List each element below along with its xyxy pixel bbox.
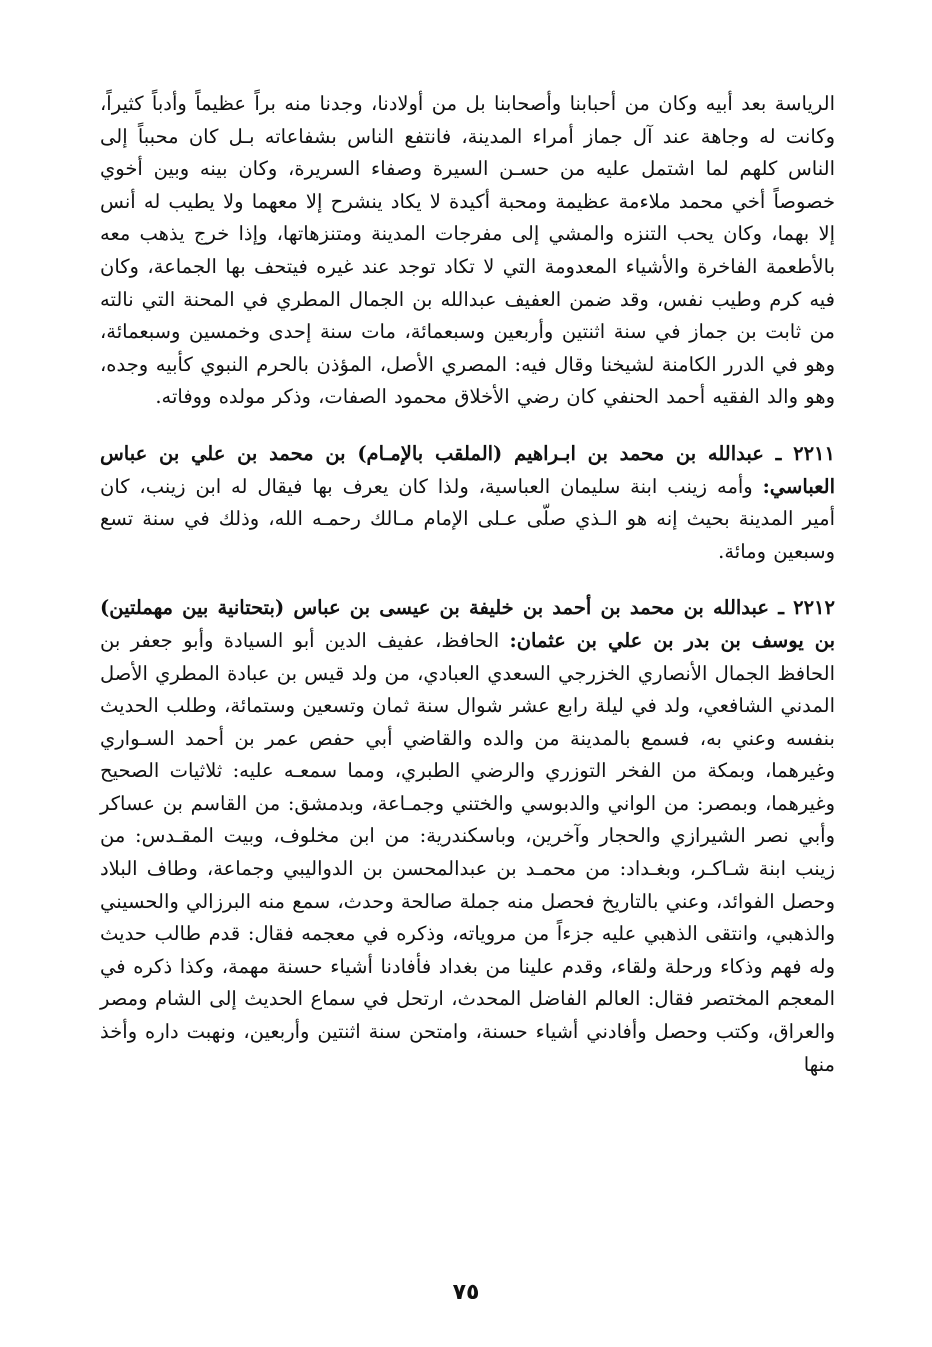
entry-2212-body: الحافظ، عفيف الدين أبو السيادة وأبو جعفر بن الحافظ الجمال الأنصاري الخزرجي السعدي العبادي، من ولد قيس بن عبادة المطري الأصل المدني الشافعي، ولد في ليلة رابع عشر شوال سنة ثمان وتسعين وستمائة، وطلب الحديث بنفسه وعني به، فسمع بالمدينة من والده والقاضي أبي حفص عمر بن أحمد السـواري وغيرهما، وبمكة من الفخر التوزري والرضي الطبري، ومما سمعـه عليه: ثلاثيات الصحيح وغيرهما، وبمصر: من الواني والدبوسي والختني وجمـاعة، وبدمشق: من القاسم بن عساكر وأبي نصر الشيرازي والحجار وآخرين، وباسكندرية: من ابن مخلوف، وبيت المقـدس: من زينب ابنة شـاكـر، وبغـداد: من محمـد بن عبدالمحسن بن الدواليبي وجماعة، وطاف البلاد وحصل الفوائد، وعني بالتاريخ فحصل منه جملة صالحة وحدث، سمع منه البرزالي والحسيني والذهبي، وانتقى الذهبي عليه جزءاً من مروياته، وذكره في معجمه فقال: قدم طالب حديث وله فهم وذكاء ورحلة ولقاء، وقدم علينا من بغداد فأفادنا أشياء حسنة مهمة، وكذا ذكره في المعجم المختصر فقال: العالم الفاضل المحدث، ارتحل في سماع الحديث إلى الشام ومصر والعراق، وكتب وحصل وأفادني أشياء حسنة، وامتحن سنة اثنتين وأربعين، ونهبت داره وأخذ منها — [100, 628, 835, 1076]
paragraph-text: الرياسة بعد أبيه وكان من أحبابنا وأصحابنا بل من أولادنا، وجدنا منه براً عظيماً وأدباً كثيراً، وكانت له وجاهة عند آل جماز أمراء المدينة، فانتفع الناس بشفاعاته بـل كان محبباً إلى الناس كلهم لما اشتمل عليه من حسـن السيرة وصفاء السريرة، وكان بينه وبين أخوي خصوصاً أخي محمد ملاءمة عظيمة ومحبة أكيدة لا يكاد ينشرح إلا معهما ولا يطيب له أنس إلا بهما، وكان يحب التنزه والمشي إلى مفرجات المدينة ومتنزهاتها، وإذا خرج يذهب معه بالأطعمة الفاخرة والأشياء المعدومة التي لا تكاد توجد عند غيره فيتحف بها الجماعة، وكان فيه كرم وطيب نفس، وقد ضمن العفيف عبدالله بن الجمال المطري في المحنة التي نالته من ثابت بن جماز في سنة اثنتين وأربعين وسبعمائة، مات سنة إحدى وخمسين وسبعمائة، وهو في الدرر الكامنة لشيخنا وقال فيه: المصري الأصل، المؤذن بالحرم النبوي كأبيه وجده، وهو والد الفقيه أحمد الحنفي كان رضي الأخلاق محمود الصفات، وذكر مولده ووفاته. — [100, 92, 835, 409]
page-number: ٧٥ — [452, 1280, 480, 1305]
entry-2211 — [100, 438, 835, 568]
entry-2212-heading: ٢٢١٢ ـ عبدالله بن محمد بن أحمد بن خليفة بن عيسى بن عباس (بتحتانية بين مهملتين) بن يوسف بن بدر بن علي بن عثمان: — [100, 596, 835, 652]
entry-2211-heading: ٢٢١١ ـ عبدالله بن محمد بن ابـراهيم (الملقب بالإمـام) بن محمد بن علي بن عباس العباسي: — [100, 441, 835, 498]
page-body-text — [100, 88, 835, 1081]
entry-2212 — [100, 592, 835, 1081]
entry-2211-body: وأمه زينب ابنة سليمان العباسية، ولذا كان يعرف بها فيقال له ابن زينب، كان أمير المدينة بحيث إنه هو الـذي صلّى عـلى الإمام مـالك رحمـه الله، وذلك في سنة تسع وسبعين ومائة. — [100, 474, 835, 563]
paragraph-continuation — [100, 88, 835, 414]
